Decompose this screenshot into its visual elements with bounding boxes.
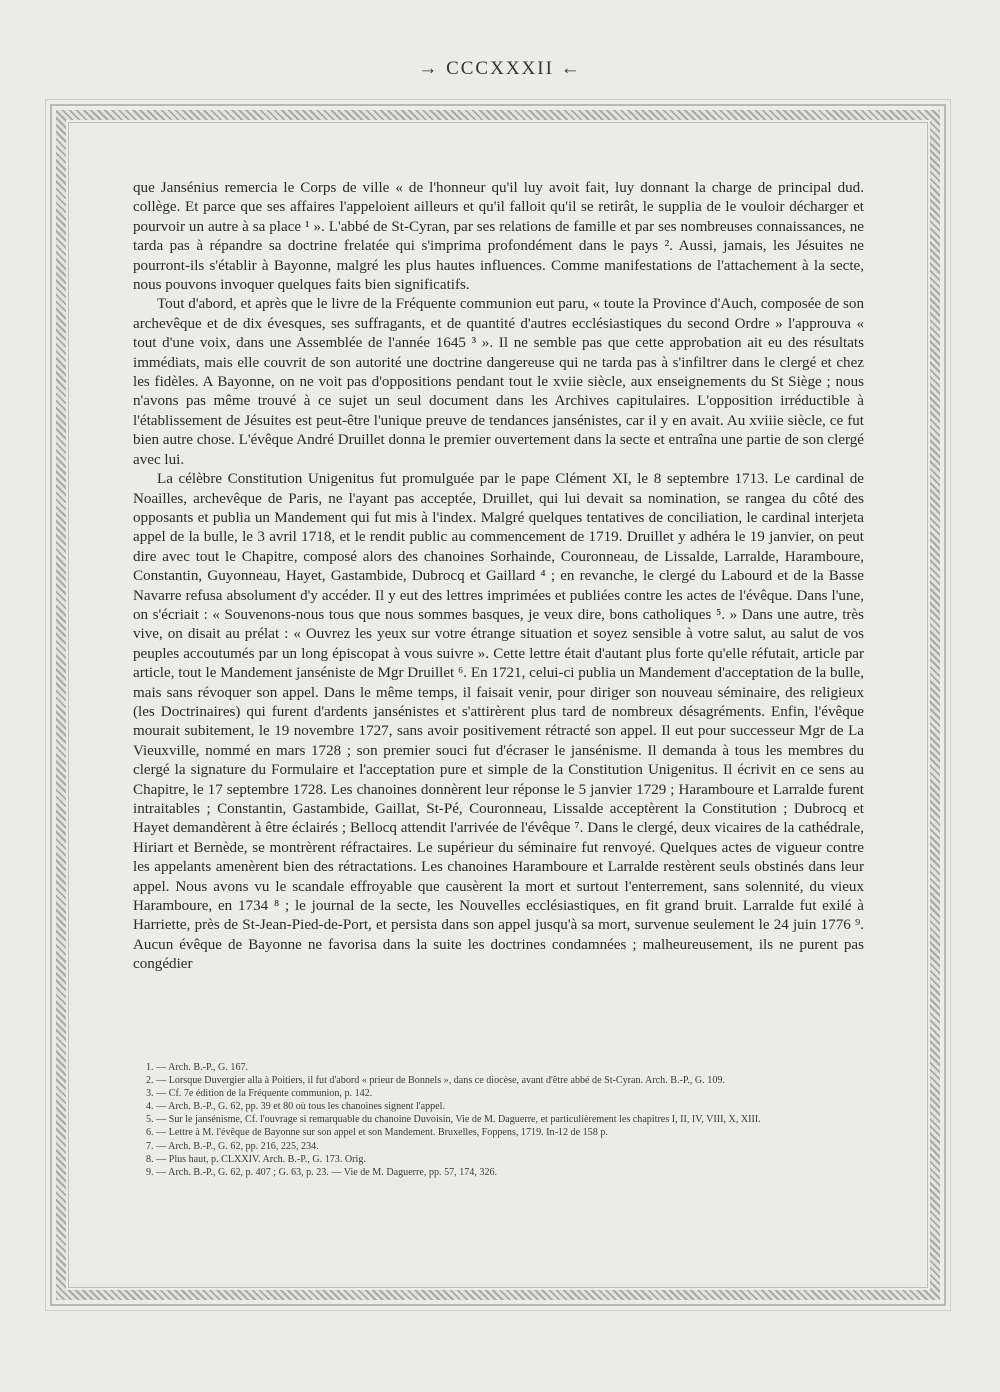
footnote: 3. — Cf. 7e édition de la Fréquente communion, p. 142. (146, 1088, 373, 1100)
footnotes (146, 1061, 866, 1179)
page-number: → CCCXXXII ← (418, 58, 582, 79)
footnote: 4. — Arch. B.-P., G. 62, pp. 39 et 80 où tous les chanoines signent l'appel. (146, 1101, 445, 1113)
paragraph: que Jansénius remercia le Corps de ville « de l'honneur qu'il luy avoit fait, luy donnant la charge de principal dud. collège. Et parce que ses affaires l'appeloient ailleurs et qu'il falloit qu'il se retirât, le supplia de le vouloir décharger et pourvoir un autre à sa place ¹ ». L'abbé de St-Cyran, par ses relations de famille et par ses nombreuses connaissances, ne tarda pas à répandre sa doctrine frelatée qui s'imprima profondément dans le pays ². Aussi, jamais, les Jésuites ne pourront-ils s'établir à Bayonne, malgré les plus hautes influences. Comme manifestations de l'attachement à la secte, nous pouvons invoquer quelques faits bien significatifs. (133, 180, 864, 294)
footnote: 8. — Plus haut, p. CLXXIV. Arch. B.-P., G. 173. Orig. (146, 1153, 366, 1165)
main-text (133, 179, 864, 975)
footnote: 5. — Sur le jansénisme, Cf. l'ouvrage si remarquable du chanoine Duvoisin, Vie de M. Daguerre, et particulièrement les chapitres I, II, IV, VIII, X, XIII. (146, 1114, 761, 1126)
footnote: 2. — Lorsque Duvergier alla à Poitiers, il fut d'abord « prieur de Bonnels », dans ce diocèse, avant d'être abbé de St-Cyran. Arch. B.-P., G. 109. (146, 1075, 725, 1087)
paragraph: Tout d'abord, et après que le livre de la Fréquente communion eut paru, « toute la Province d'Auch, composée de son archevêque et de dix évesques, ses suffragants, et de quantité d'autres ecclésiastiques du second Ordre » l'approuva « tout d'une voix, dans une Assemblée de l'année 1645 ³ ». Il ne semble pas que cette approbation ait eu des résultats immédiats, mais elle couvrit de son autorité une doctrine dangereuse qui ne tarda pas à s'infiltrer dans le clergé et chez les fidèles. A Bayonne, on ne voit pas d'oppositions pendant tout le xviie siècle, aux enseignements du St Siège ; nous n'avons pas même trouvé à ce sujet un seul document dans les Archives capitulaires. L'opposition irréductible à l'établissement de Jésuites est peut-être l'unique preuve de tendances jansénistes, car il y en avait. Au xviiie siècle, ce fut bien autre chose. L'évêque André Druillet donna le premier ouvertement dans la secte et entraîna une partie de son clergé avec lui. (133, 296, 864, 468)
footnote: 9. — Arch. B.-P., G. 62, p. 407 ; G. 63, p. 23. — Vie de M. Daguerre, pp. 57, 174, 326. (146, 1166, 498, 1178)
footnote: 1. — Arch. B.-P., G. 167. (146, 1062, 249, 1073)
footnote: 7. — Arch. B.-P., G. 62, pp. 216, 225, 234. (146, 1140, 319, 1152)
footnote: 6. — Lettre à M. l'évêque de Bayonne sur son appel et son Mandement. Bruxelles, Foppens, 1719. In-12 de 158 p. (146, 1127, 608, 1139)
paragraph: La célèbre Constitution Unigenitus fut promulguée par le pape Clément XI, le 8 septembre 1713. Le cardinal de Noailles, archevêque de Paris, ne l'ayant pas acceptée, Druillet, qui lui devait sa nomination, se rangea du côté des opposants et publia un Mandement qui fut mis à l'index. Malgré quelques tentatives de conciliation, le cardinal interjeta appel de la bulle, le 3 avril 1718, et le rendit public au commencement de 1719. Druillet y adhéra le 19 janvier, on peut dire avec tout le Chapitre, composé alors des chanoines Sorhainde, Couronneau, de Lissalde, Larralde, Haramboure, Constantin, Guyonneau, Hayet, Gastambide, Dubrocq et Gaillard ⁴ ; en revanche, le clergé du Labourd et de la Basse Navarre refusa absolument d'y accéder. Il y eut des lettres imprimées et publiées contre les actes de l'évêque. Dans l'une, on s'écriait : « Souvenons-nous tous que nous sommes basques, je veux dire, bons catholiques ⁵. » Dans une autre, très vive, on disait au prélat : « Ouvrez les yeux sur votre étrange situation et soyez sensible à votre salut, au salut de vos peuples accoutumés par un long épiscopat à vous suivre ». Cette lettre était d'autant plus forte qu'elle réfutait, article par article, tout le Mandement janséniste de Mgr Druillet ⁶. En 1721, celui-ci publia un Mandement d'acceptation de la bulle, mais sans révoquer son appel. Dans le même temps, il faisait venir, pour diriger son nouveau séminaire, des religieux (les Doctrinaires) qui furent d'ardents jansénistes et s'attirèrent plus tard de nombreux désagréments. Enfin, l'évêque mourait subitement, le 19 novembre 1727, sans avoir positivement rétracté son appel. Il eut pour successeur Mgr de La Vieuxville, nommé en mars 1728 ; son premier souci fut d'écraser le jansénisme. Il demanda à tous les membres du clergé la signature du Formulaire et l'acceptation pure et simple de la Constitution Unigenitus. Il écrivit en ce sens au Chapitre, le 17 septembre 1728. Les chanoines donnèrent leur réponse le 5 janvier 1729 ; Haramboure et Larralde furent intraitables ; Constantin, Gastambide, Gaillat, St-Pé, Couronneau, Lissalde acceptèrent la Constitution ; Dubrocq et Hayet demandèrent à être éclairés ; Bellocq attendit l'arrivée de l'évêque ⁷. Dans le clergé, deux vicaires de la cathédrale, Hiriart et Bernède, se montrèrent réfractaires. Le supérieur du séminaire fut renvoyé. Quelques actes de vigueur contre les appelants amenèrent bien des rétractations. Les chanoines Haramboure et Larralde restèrent seuls obstinés dans leur appel. Nous avons vu le scandale effroyable que causèrent la mort et surtout l'enterrement, sans solennité, du vieux Haramboure, en 1734 ⁸ ; le journal de la secte, les Nouvelles ecclésiastiques, en fit grand bruit. Larralde fut exilé à Harriette, près de St-Jean-Pied-de-Port, et persista dans son appel jusqu'à sa mort, survenue seulement le 24 juin 1776 ⁹. Aucun évêque de Bayonne ne favorisa dans la suite les doctrines condamnées ; malheureusement, ils ne purent pas congédier (133, 471, 864, 973)
